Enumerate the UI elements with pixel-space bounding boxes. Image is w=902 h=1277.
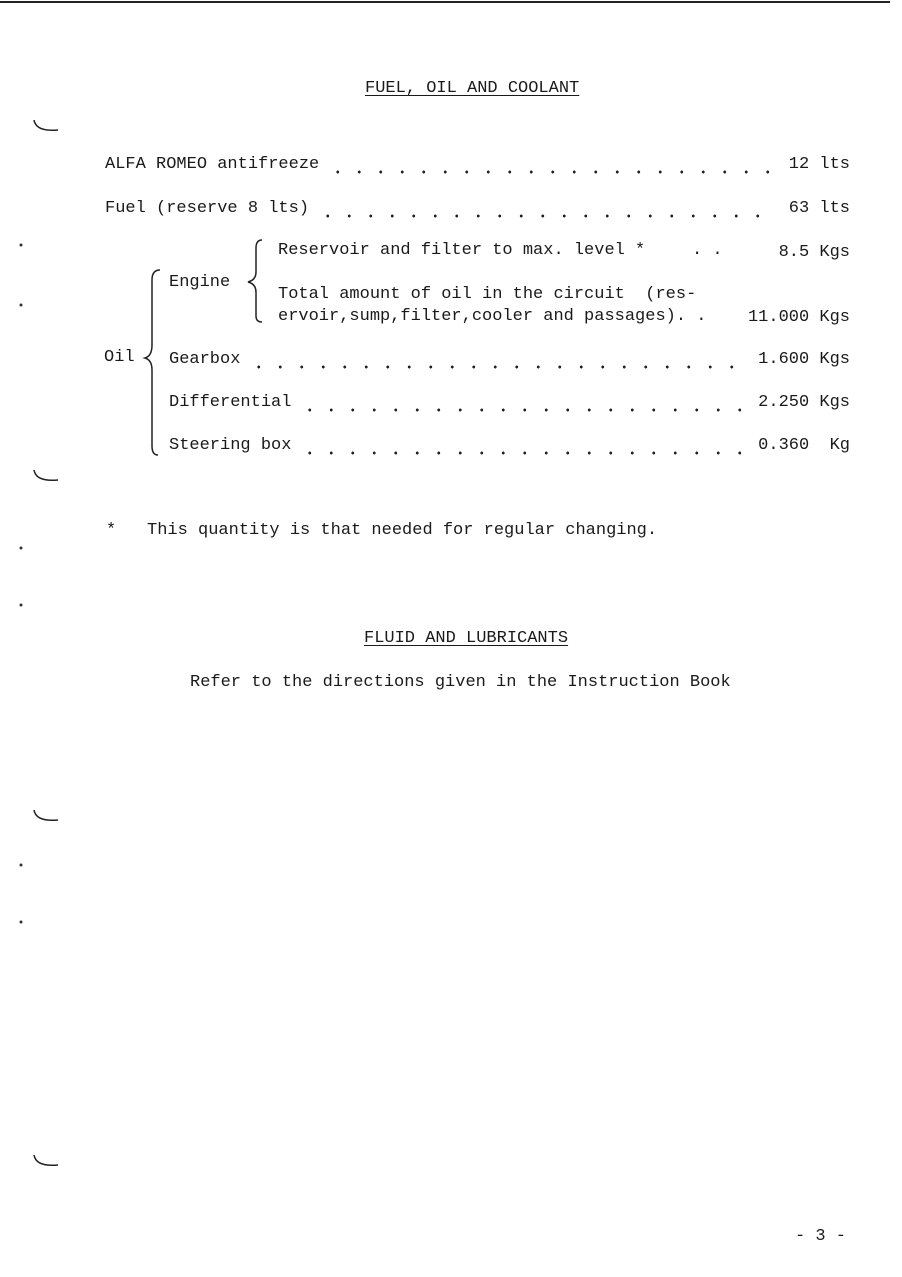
gearbox-row <box>169 349 850 369</box>
total-oil-label-line2: ervoir,sump,filter,cooler and passages). . <box>278 307 707 326</box>
section-title-fluid-lubricants: FLUID AND LUBRICANTS <box>364 629 569 648</box>
antifreeze-row <box>105 154 850 174</box>
total-oil-label-line1: Total amount of oil in the circuit (res- <box>278 285 697 304</box>
steering-box-row <box>169 435 850 455</box>
gearbox-value: 1.600 Kgs <box>758 350 850 369</box>
page-number: - 3 - <box>795 1227 847 1246</box>
steering-box-value: 0.360 Kg <box>758 436 850 455</box>
section2-text: Refer to the directions given in the Instruction Book <box>190 673 731 692</box>
dot-leader <box>327 154 777 174</box>
engine-brace <box>248 240 262 322</box>
differential-value: 2.250 Kgs <box>758 393 850 412</box>
oil-label: Oil <box>104 348 135 367</box>
footnote-text: This quantity is that needed for regular changing. <box>147 521 658 540</box>
differential-label: Differential <box>169 393 292 412</box>
antifreeze-label: ALFA ROMEO antifreeze <box>105 155 320 174</box>
fuel-row <box>105 198 850 218</box>
gearbox-label: Gearbox <box>169 350 241 369</box>
reservoir-value: 8.5 Kgs <box>778 243 850 262</box>
dot-leader <box>299 435 746 455</box>
engine-label: Engine <box>169 273 231 292</box>
dot-leader <box>248 349 746 369</box>
corner-mark <box>34 810 58 820</box>
reservoir-dots: . . <box>692 241 723 260</box>
oil-brace <box>145 270 160 455</box>
antifreeze-value: 12 lts <box>788 155 850 174</box>
dot-leader <box>299 392 746 412</box>
differential-row <box>169 392 850 412</box>
total-oil-value: 11.000 Kgs <box>747 308 850 327</box>
footnote-marker: * <box>106 521 117 540</box>
corner-mark <box>34 120 58 130</box>
steering-box-label: Steering box <box>169 436 292 455</box>
fuel-value: 63 lts <box>788 199 850 218</box>
reservoir-label: Reservoir and filter to max. level * <box>278 241 646 260</box>
corner-mark <box>34 1155 58 1165</box>
section-title-fuel-oil-coolant: FUEL, OIL AND COOLANT <box>365 79 580 98</box>
fuel-label: Fuel (reserve 8 lts) <box>105 199 310 218</box>
corner-mark <box>34 470 58 480</box>
dot-leader <box>317 198 777 218</box>
